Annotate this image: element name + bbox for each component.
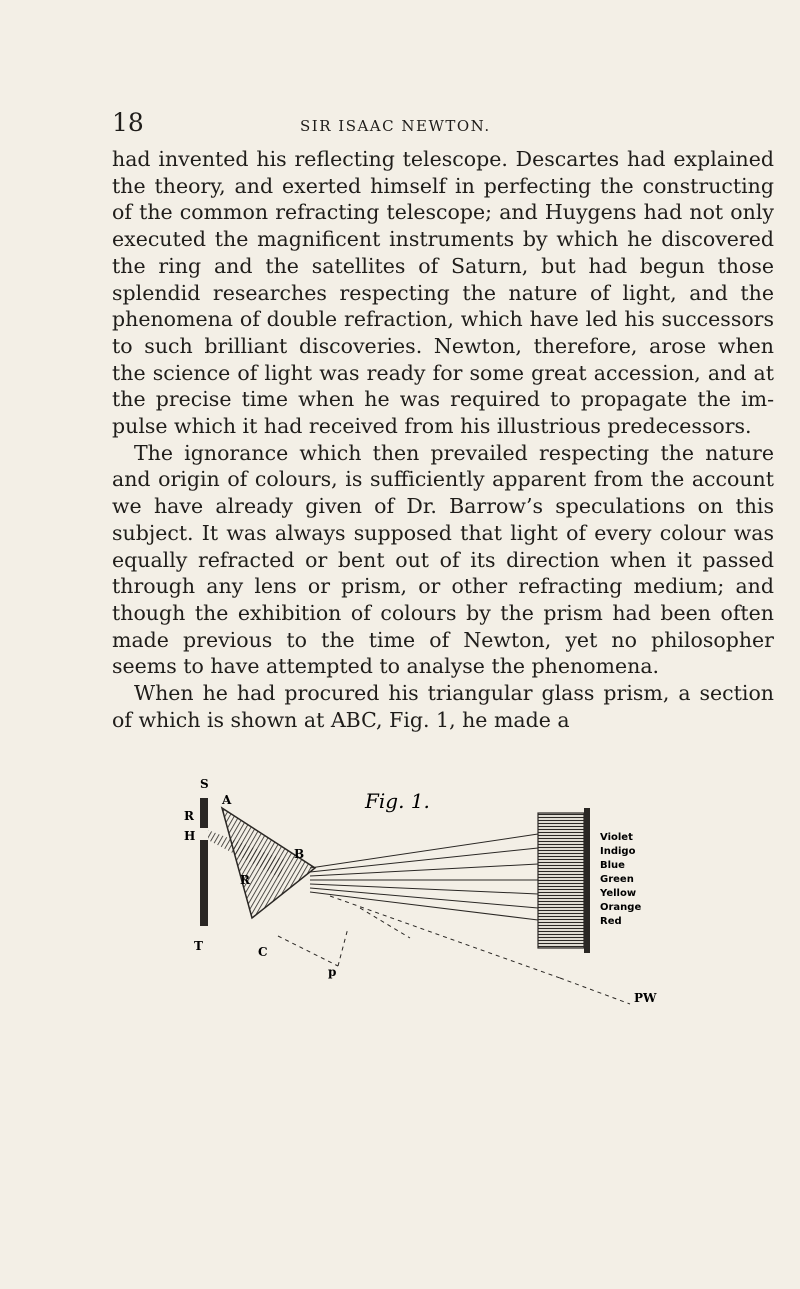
label-r: R	[184, 809, 194, 823]
prism-diagram	[160, 768, 720, 1008]
shutter	[200, 798, 208, 926]
figure-1	[160, 768, 720, 1008]
label-b: B	[294, 847, 305, 861]
prism	[222, 808, 315, 918]
aperture-gap	[200, 828, 208, 840]
spectrum-label-indigo: Indigo	[600, 846, 636, 857]
spectrum-label-violet: Violet	[600, 832, 633, 843]
label-p: p	[328, 965, 337, 979]
body-text	[112, 146, 774, 733]
label-s: S	[200, 777, 209, 791]
spectrum-label-red: Red	[600, 916, 622, 927]
spectrum-label-green: Green	[600, 874, 634, 885]
screen-edge	[584, 808, 590, 953]
page-number: 18	[112, 108, 144, 137]
figure-caption: Fig. 1.	[365, 789, 430, 813]
refracted-rays	[310, 834, 538, 920]
paragraph-1: had invented his reflecting telescope. Descartes had explained the theory, and exerted himself in perfecting the constructing of the common refracting telescope; and Huygens had not only executed the magnificent instruments by which he discovered the ring and the satellites of Saturn, but had begun those splendid researches respecting the nature of light, and the phenomena of double refraction, which have led his successors to such brilliant discoveries. Newton, therefore, arose when the science of light was ready for some great accession, and at the precise time when he was required to propagate the impulse which it had received from his illustrious predecessors.	[112, 147, 774, 439]
label-t: T	[194, 939, 203, 953]
spectrum-label-orange: Orange	[600, 902, 642, 913]
label-r2: R	[240, 873, 250, 887]
paragraph-2: The ignorance which then prevailed respecting the nature and origin of colours, is sufficiently apparent from the account we have already given of Dr. Barrow’s speculations on this subject. It was always supposed that light of every colour was equally refracted or bent out of its direction when it passed through any lens or prism, or other refracting medium; and though the exhibition of colours by the prism had been often made previous to the time of Newton, yet no philosopher seems to have attempted to analyse the phenomena.	[112, 440, 774, 679]
label-c: C	[258, 945, 268, 959]
screen	[538, 813, 584, 948]
label-h: H	[184, 829, 196, 843]
spectrum-label-yellow: Yellow	[600, 888, 637, 899]
paragraph-3: When he had procured his triangular glass prism, a section of which is shown at ABC, Fig. 1, he made a	[112, 681, 774, 732]
spectrum-label-blue: Blue	[600, 860, 625, 871]
label-pw: PW	[634, 991, 657, 1005]
running-head: SIR ISAAC NEWTON.	[300, 117, 491, 135]
label-a: A	[222, 793, 232, 807]
